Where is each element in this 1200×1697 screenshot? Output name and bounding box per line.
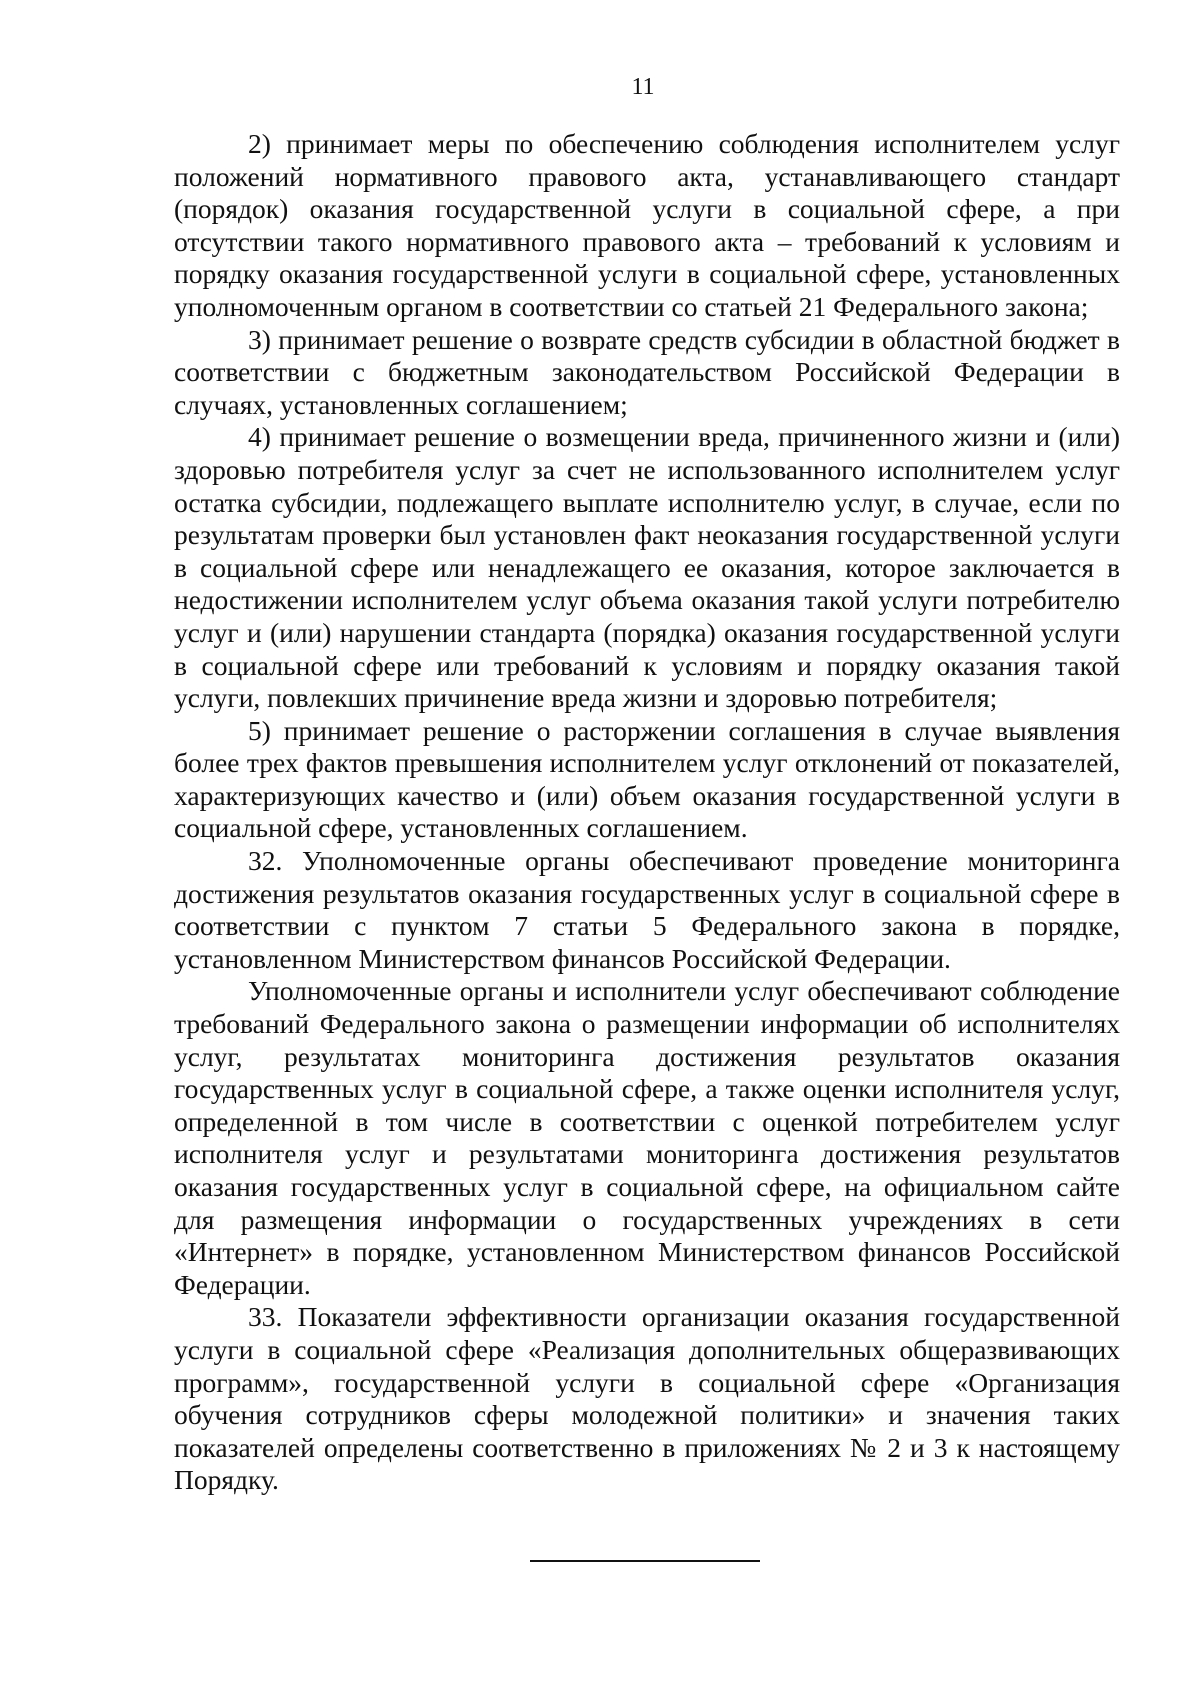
- end-of-document-divider: [530, 1560, 760, 1562]
- paragraph-item-4: 4) принимает решение о возмещении вреда, причиненного жизни и (или) здоровью потребителя услуг за счет не использованного исполнителем услуг остатка субсидии, подлежащего выплате исполнителю услуг, в случае, если по результатам проверки был установлен факт неоказания государственной услуги в социальной сфере или ненадлежащего ее оказания, которое заключается в недостижении исполнителем услуг объема оказания такой услуги потребителю услуг и (или) нарушении стандарта (порядка) оказания государственной услуги в социальной сфере или требований к условиям и порядку оказания такой услуги, повлекших причинение вреда жизни и здоровью потребителя;: [174, 421, 1120, 714]
- page-number: 11: [631, 74, 655, 100]
- paragraph-item-3: 3) принимает решение о возврате средств субсидии в областной бюджет в соответствии с бюджетным законодательством Российской Федерации в случаях, установленных соглашением;: [174, 323, 1120, 420]
- paragraph-clause-33: 33. Показатели эффективности организации оказания государственной услуги в социальной сфере «Реализация дополнительных общеразвивающих программ», государственной услуги в социальной сфере «Организация обучения сотрудников сферы молодежной политики» и значения таких показателей определены соответственно в приложениях № 2 и 3 к настоящему Порядку.: [174, 1301, 1120, 1496]
- paragraph-clause-32-continued: Уполномоченные органы и исполнители услуг обеспечивают соблюдение требований Федерального закона о размещении информации об исполнителях услуг, результатах мониторинга достижения результатов оказания государственных услуг в социальной сфере, а также оценки исполнителя услуг, определенной в том числе в соответствии с оценкой потребителем услуг исполнителя услуг и результатами мониторинга достижения результатов оказания государственных услуг в социальной сфере, на официальном сайте для размещения информации о государственных учреждениях в сети «Интернет» в порядке, установленном Министерством финансов Российской Федерации.: [174, 975, 1120, 1300]
- paragraph-item-5: 5) принимает решение о расторжении соглашения в случае выявления более трех фактов превышения исполнителем услуг отклонений от показателей, характеризующих качество и (или) объем оказания государственной услуги в социальной сфере, установленных соглашением.: [174, 714, 1120, 844]
- document-body: [174, 128, 1120, 1497]
- paragraph-item-2: 2) принимает меры по обеспечению соблюдения исполнителем услуг положений нормативного правового акта, устанавливающего стандарт (порядок) оказания государственной услуги в социальной сфере, а при отсутствии такого нормативного правового акта – требований к условиям и порядку оказания государственной услуги в социальной сфере, установленных уполномоченным органом в соответствии со статьей 21 Федерального закона;: [174, 128, 1120, 322]
- paragraph-clause-32: 32. Уполномоченные органы обеспечивают проведение мониторинга достижения результатов оказания государственных услуг в социальной сфере в соответствии с пунктом 7 статьи 5 Федерального закона в порядке, установленном Министерством финансов Российской Федерации.: [174, 845, 1120, 974]
